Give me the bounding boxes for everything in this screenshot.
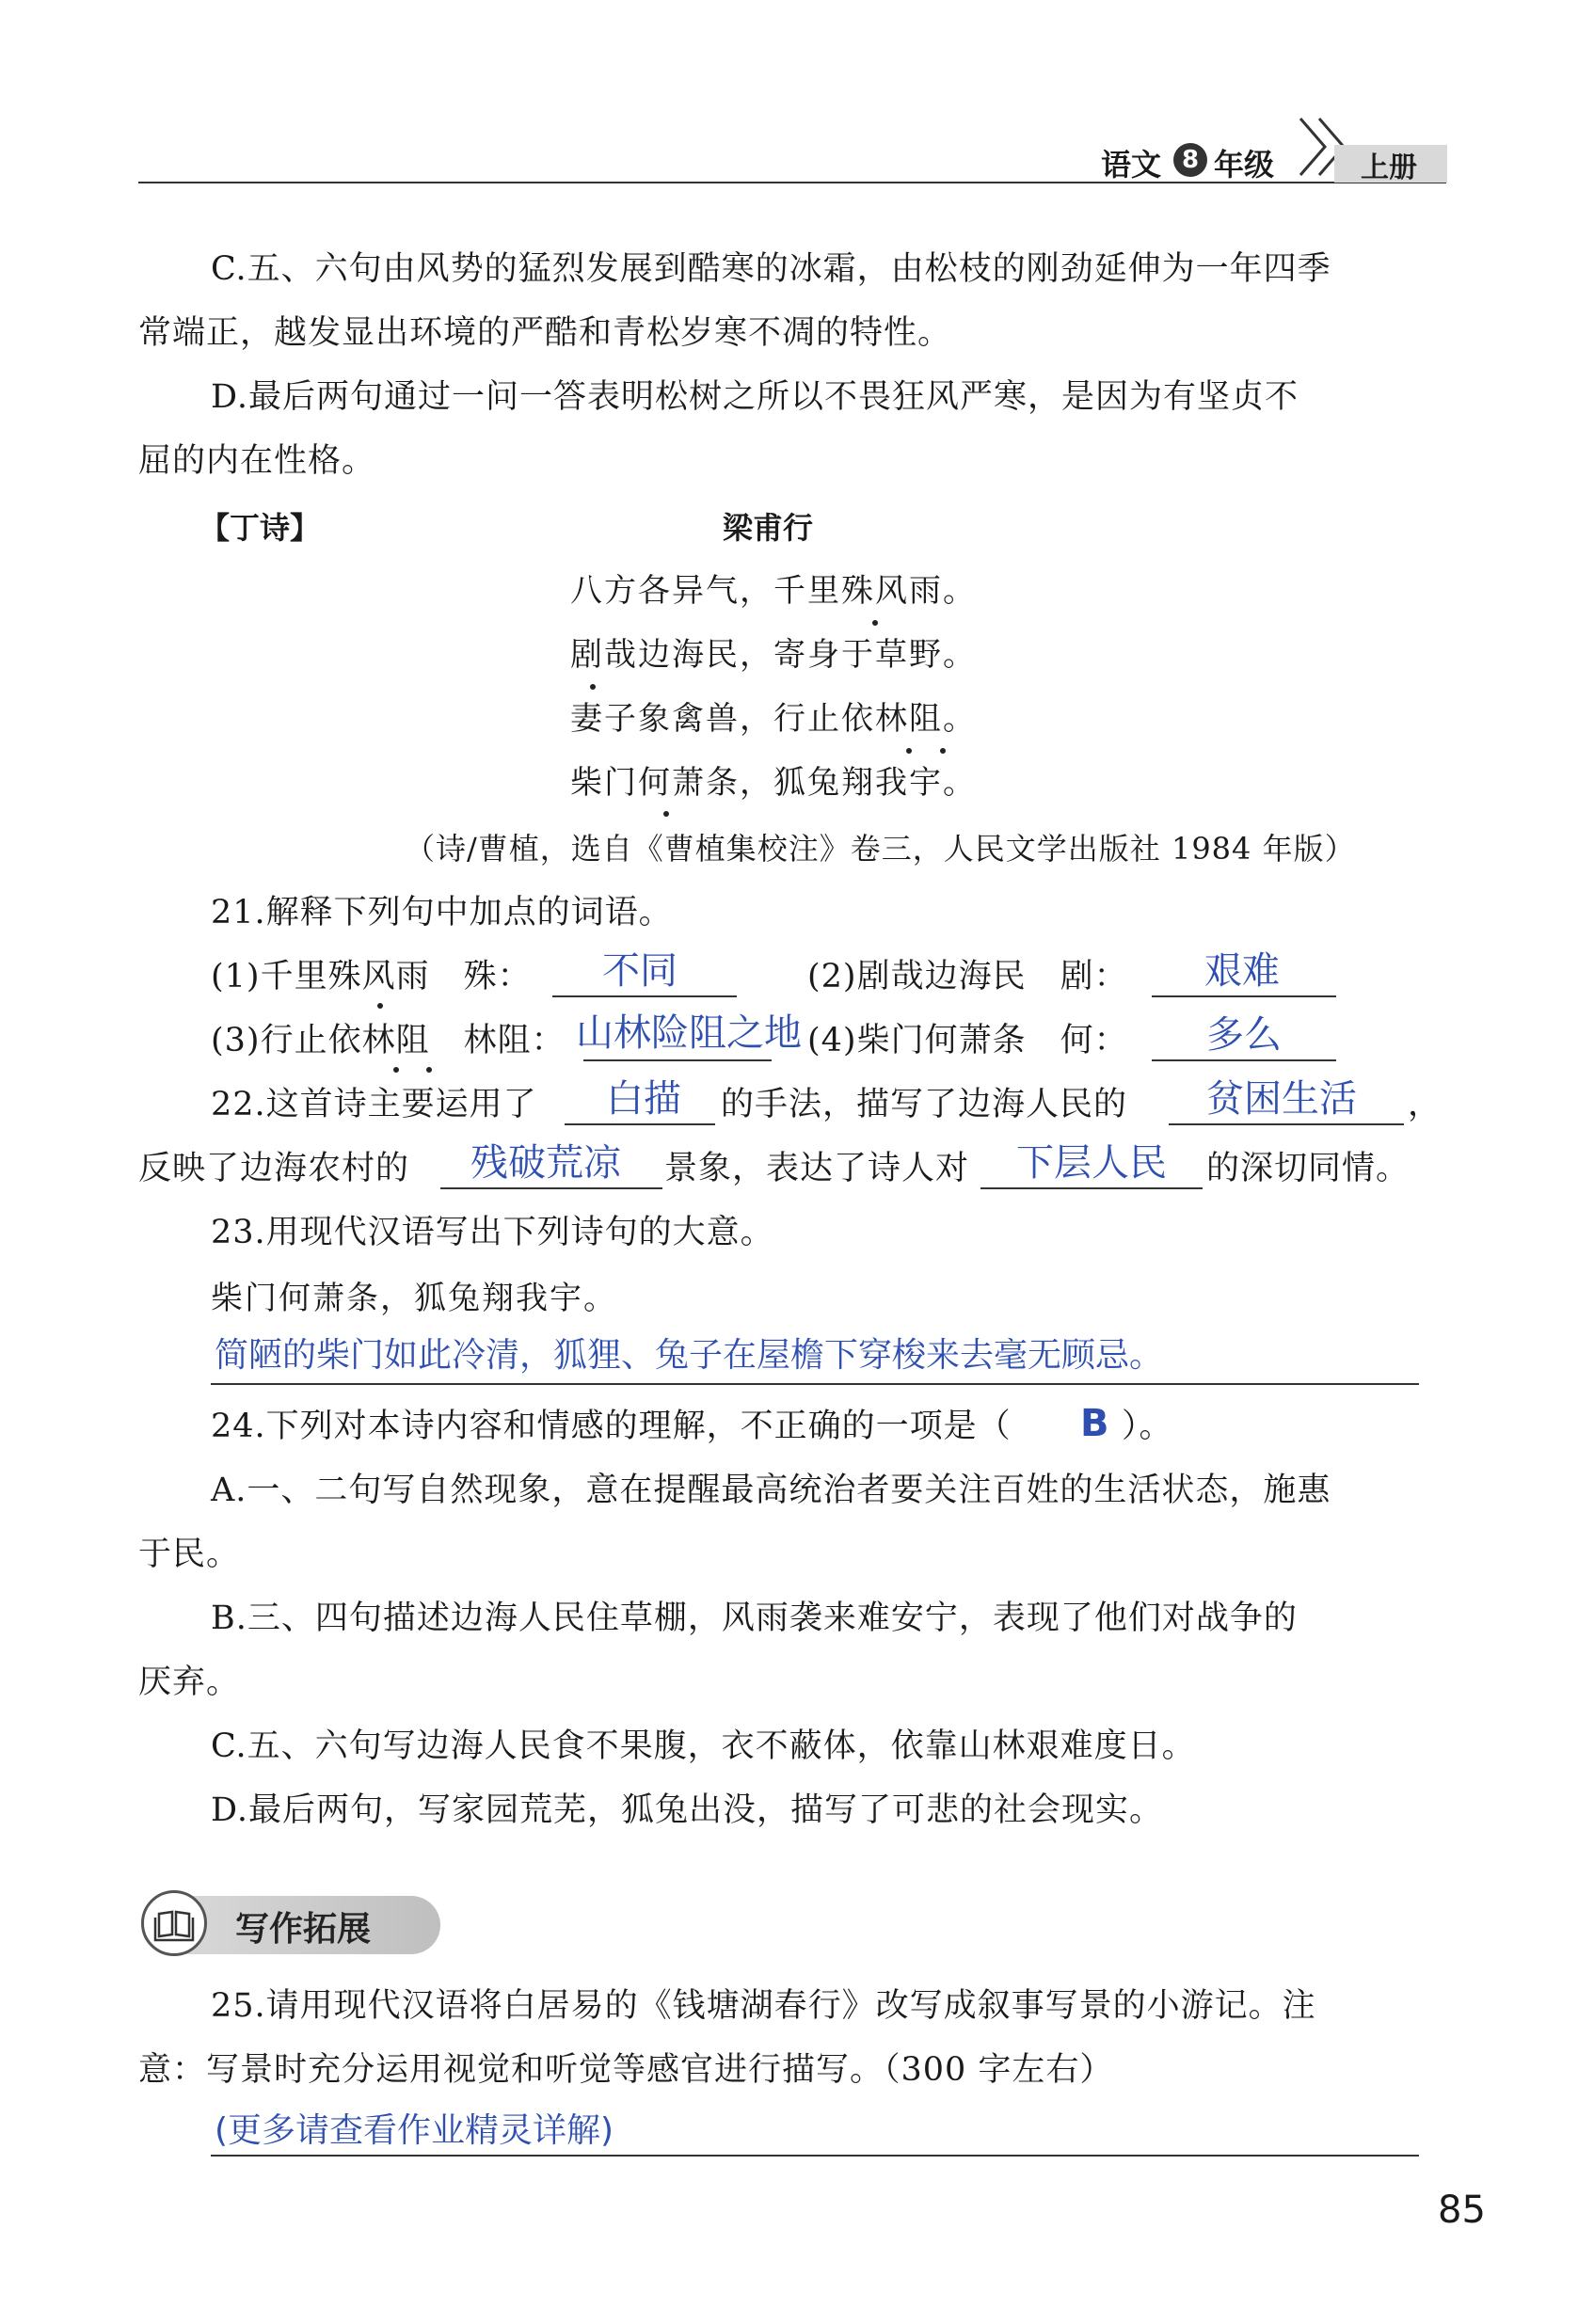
answer-line bbox=[1152, 1059, 1336, 1061]
q24-prompt: 24.下列对本诗内容和情感的理解，不正确的一项是（ bbox=[211, 1408, 1012, 1445]
q22-part4: 反映了边海农村的 bbox=[138, 1150, 410, 1187]
page-number: 85 bbox=[1438, 2189, 1486, 2232]
emphasis-dot bbox=[393, 1067, 399, 1073]
q24-option-b-line2: 厌弃。 bbox=[138, 1663, 241, 1701]
emphasis-dot bbox=[426, 1067, 432, 1073]
emphasis-dot bbox=[906, 748, 912, 754]
section-book-icon bbox=[141, 1890, 207, 1956]
option-c-line2: 常端正，越发显出环境的严酷和青松岁寒不凋的特性。 bbox=[138, 314, 952, 352]
q22-part1: 22.这首诗主要运用了 bbox=[211, 1086, 537, 1123]
q25-line1: 25.请用现代汉语将白居易的《钱塘湖春行》改写成叙事写景的小游记。注 bbox=[211, 1987, 1316, 2025]
q22-answer4: 下层人民 bbox=[1016, 1141, 1167, 1185]
q22-answer3: 残破荒凉 bbox=[470, 1141, 621, 1185]
answer-line bbox=[565, 1123, 715, 1125]
q23-answer: 简陋的柴门如此冷清，狐狸、兔子在屋檐下穿梭来去毫无顾忌。 bbox=[215, 1336, 1164, 1375]
answer-line bbox=[1169, 1123, 1404, 1125]
section-title: 写作拓展 bbox=[235, 1910, 372, 1949]
answer-line bbox=[583, 1059, 772, 1061]
header-grade-suffix: 年级 bbox=[1214, 147, 1275, 183]
q24-option-a-line1: A.一、二句写自然现象，意在提醒最高统治者要关注百姓的生活状态，施惠 bbox=[211, 1472, 1331, 1509]
poem-source: （诗/曹植，选自《曹植集校注》卷三，人民文学出版社 1984 年版） bbox=[405, 831, 1356, 867]
q22-answer2: 贫困生活 bbox=[1206, 1077, 1357, 1121]
q22-answer1: 白描 bbox=[606, 1077, 681, 1121]
q21-item3: (3)行止依林阻 林阻： bbox=[211, 1022, 566, 1059]
header-subject: 语文 bbox=[1101, 147, 1162, 183]
poem-tag: 【丁诗】 bbox=[199, 510, 321, 546]
q22-part5: 景象，表达了诗人对 bbox=[664, 1150, 970, 1187]
option-d-line2: 屈的内在性格。 bbox=[138, 442, 376, 480]
q21-item1: (1)千里殊风雨 殊： bbox=[211, 958, 532, 995]
q24-option-b-line1: B.三、四句描述边海人民住草棚，风雨袭来难安宁，表现了他们对战争的 bbox=[211, 1600, 1298, 1637]
q22-part3: ， bbox=[1408, 1086, 1443, 1123]
q24-option-c: C.五、六句写边海人民食不果腹，衣不蔽体，依靠山林艰难度日。 bbox=[211, 1727, 1196, 1765]
answer-line bbox=[440, 1187, 662, 1189]
option-d-line1: D.最后两句通过一问一答表明松树之所以不畏狂风严寒，是因为有坚贞不 bbox=[211, 378, 1299, 416]
poem-line-3: 妻子象禽兽，行止依林阻。 bbox=[570, 700, 977, 738]
poem-title: 梁甫行 bbox=[723, 510, 814, 546]
q23-prompt: 23.用现代汉语写出下列诗句的大意。 bbox=[211, 1214, 774, 1251]
option-c-line1: C.五、六句由风势的猛烈发展到酷寒的冰霜，由松枝的刚劲延伸为一年四季 bbox=[211, 250, 1331, 288]
q24-answer: B bbox=[1080, 1402, 1109, 1445]
emphasis-dot bbox=[377, 1003, 383, 1009]
poem-line-4: 柴门何萧条，狐兔翔我宇。 bbox=[570, 764, 977, 802]
q21-prompt: 21.解释下列句中加点的词语。 bbox=[211, 894, 673, 931]
emphasis-dot bbox=[663, 811, 669, 817]
emphasis-dot bbox=[940, 748, 946, 754]
answer-line bbox=[1152, 995, 1336, 997]
answer-line bbox=[552, 995, 737, 997]
header-volume: 上册 bbox=[1361, 151, 1417, 184]
poem-line-1: 八方各异气，千里殊风雨。 bbox=[570, 572, 977, 610]
q21-item4: (4)柴门何萧条 何： bbox=[807, 1022, 1128, 1059]
q21-answer1: 不同 bbox=[602, 949, 677, 993]
header-grade-circle: 8 bbox=[1173, 143, 1207, 177]
q24-prompt-close: ）。 bbox=[1122, 1408, 1173, 1445]
emphasis-dot bbox=[590, 684, 596, 690]
q24-option-a-line2: 于民。 bbox=[138, 1536, 241, 1573]
q21-answer4: 多么 bbox=[1206, 1013, 1282, 1057]
poem-line-2: 剧哉边海民，寄身于草野。 bbox=[570, 636, 977, 674]
q21-answer3: 山林险阻之地 bbox=[576, 1011, 802, 1055]
q25-answer: (更多请查看作业精灵详解) bbox=[215, 2111, 614, 2150]
q25-line2: 意：写景时充分运用视觉和听觉等感官进行描写。（300 字左右） bbox=[138, 2051, 1114, 2089]
answer-line bbox=[211, 2155, 1419, 2157]
q23-poem-line: 柴门何萧条，狐兔翔我宇。 bbox=[211, 1280, 617, 1317]
answer-line bbox=[211, 1383, 1419, 1385]
emphasis-dot bbox=[872, 620, 878, 626]
q22-part6: 的深切同情。 bbox=[1206, 1150, 1411, 1187]
q22-part2: 的手法，描写了边海人民的 bbox=[721, 1086, 1128, 1123]
answer-line bbox=[980, 1187, 1203, 1189]
q21-item2: (2)剧哉边海民 剧： bbox=[807, 958, 1128, 995]
q21-answer2: 艰难 bbox=[1204, 949, 1280, 993]
q24-option-d: D.最后两句，写家园荒芜，狐兔出没，描写了可悲的社会现实。 bbox=[211, 1791, 1163, 1829]
